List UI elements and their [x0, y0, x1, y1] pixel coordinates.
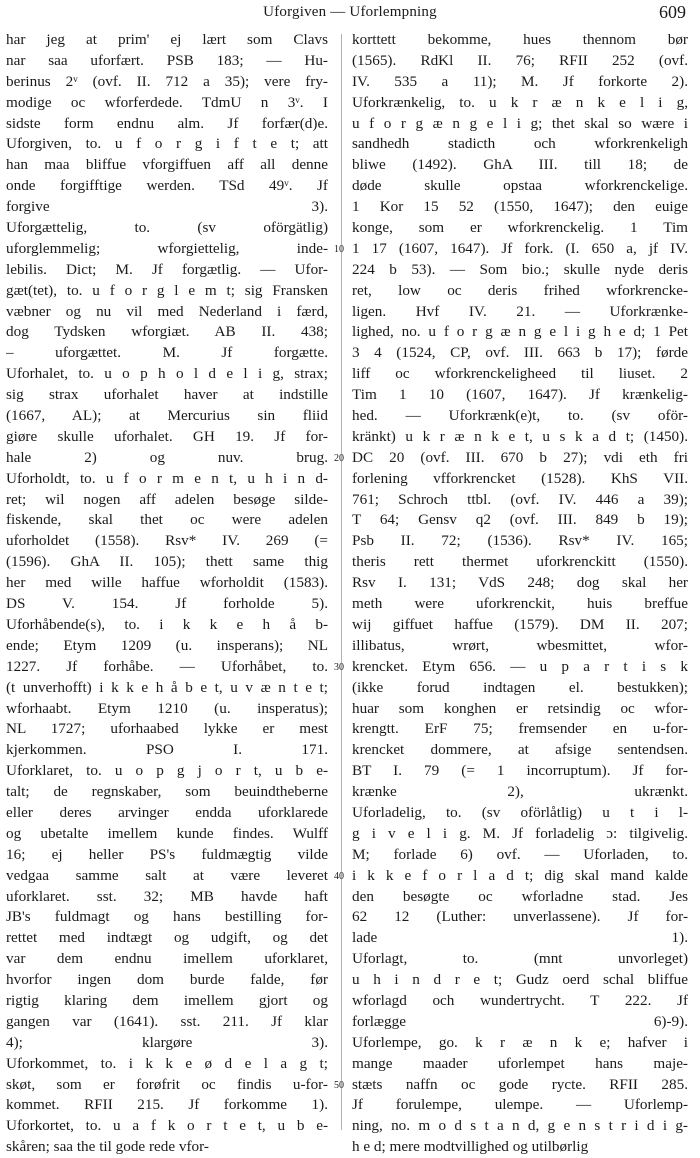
right-column-line: Uforkrænkelig, to. u k r æ n k e l i g,: [352, 93, 688, 111]
right-column-line: krænke 2), ukrænkt.: [352, 783, 688, 801]
left-column-line: – uforgættet. M. Jf forgætte.: [6, 344, 328, 362]
left-column-line: han maa bliffue vforgiffuen aff all denne: [6, 156, 328, 174]
left-column-line: vedgaa samme salt at være leveret: [6, 866, 328, 884]
left-column-line: (1667, AL); at Mercurius sin fliid: [6, 407, 328, 425]
left-column-line: og ubetalte imellem kunde findes. Wulff: [6, 824, 328, 842]
right-column-line: lighed, no. u f o r g æ n g e l i g h e d; 1 Pet: [352, 323, 688, 341]
right-column-line: 1 Kor 15 52 (1550, 1647); den euige: [352, 198, 688, 216]
margin-line-number: 40: [334, 871, 344, 882]
left-column-line: fiskende, skal thet oc were adelen: [6, 511, 328, 529]
right-column-line: wij giffuet haffue (1579). DM II. 207;: [352, 615, 688, 633]
right-column-line: T 64; Gensv q2 (ovf. III. 849 b 19);: [352, 511, 688, 529]
right-column-line: Uforlagt, to. (mnt unvorleget): [352, 950, 688, 968]
left-column-line: Uforkommet, to. i k k e ø d e l a g t;: [6, 1054, 328, 1072]
running-head: Uforgiven — Uforlempning: [263, 4, 437, 20]
left-column-line: Uforkortet, to. u a f k o r t e t, u b e-: [6, 1117, 328, 1135]
right-column-line: ligen. Hvf IV. 21. — Uforkrænke-: [352, 302, 688, 320]
right-column-line: Rsv I. 131; VdS 248; dog skal her: [352, 574, 688, 592]
right-column-line: (1565). RdKl II. 76; RFII 252 (ovf.: [352, 51, 688, 69]
left-column-line: Uforhåbende(s), to. i k k e h å b-: [6, 615, 328, 633]
left-column-line: forgive 3).: [6, 198, 328, 216]
right-column-line: den besøgte oc wforladne stad. Jes: [352, 887, 688, 905]
left-column-line: lebilis. Dict; M. Jf forgætlig. — Ufor-: [6, 260, 328, 278]
right-column-line: forlening vfforkrencket (1528). KhS VII.: [352, 469, 688, 487]
right-column-line: i k k e f o r l a d t; dig skal mand kalde: [352, 866, 688, 884]
right-column-line: konge, som er wforkrenckelig. 1 Tim: [352, 219, 688, 237]
right-column-line: 761; Schroch ttbl. (ovf. IV. 446 a 39);: [352, 490, 688, 508]
left-column-line: talt; de regnskaber, som beuindtheberne: [6, 783, 328, 801]
right-column-line: IV. 535 a 11); M. Jf forkorte 2).: [352, 72, 688, 90]
left-column-line: rigtig klaring dem imellem gjort og: [6, 991, 328, 1009]
right-column-line: Uforlempe, go. k r æ n k e; hafver i: [352, 1033, 688, 1051]
left-column-line: modige oc wforferdede. TdmU n 3ᵛ. I: [6, 93, 328, 111]
left-column-line: dog Tydsken wforgiæt. AB II. 438;: [6, 323, 328, 341]
margin-line-number: 50: [334, 1080, 344, 1091]
right-column-line: kränkt) u k r æ n k e t, u s k a d t; (1450).: [352, 427, 688, 445]
left-column-line: JB's fuldmagt og hans bestilling for-: [6, 908, 328, 926]
left-column-line: ret; wil nogen aff adelen besøge silde-: [6, 490, 328, 508]
right-column-line: lade 1).: [352, 929, 688, 947]
left-column-line: 4); klargøre 3).: [6, 1033, 328, 1051]
left-column-line: wforhaabt. Etym 1210 (u. insperatus);: [6, 699, 328, 717]
right-column-line: krencket dommere, at afsige sentendsen.: [352, 741, 688, 759]
left-column-line: DS V. 154. Jf forholde 5).: [6, 595, 328, 613]
right-column-line: ret, low oc deris frihed wforkrencke-: [352, 281, 688, 299]
right-column-line: meth were uforkrenckit, huis breffue: [352, 595, 688, 613]
left-column-line: væbner og nu vil med Nederland i færd,: [6, 302, 328, 320]
right-column-line: DC 20 (ovf. III. 670 b 27); vdi eth fri: [352, 448, 688, 466]
right-column-line: krencket. Etym 656. — u p a r t i s k: [352, 657, 688, 675]
right-column-line: wforlagd och wundertrycht. T 222. Jf: [352, 991, 688, 1009]
left-column-line: giøre skulle uforhalet. GH 19. Jf for-: [6, 427, 328, 445]
right-column-line: M; forlade 6) ovf. — Uforladen, to.: [352, 845, 688, 863]
left-column-line: uforklaret. sst. 32; MB havde haft: [6, 887, 328, 905]
right-column-line: liff oc wforkrenckeligheed til liuset. 2: [352, 365, 688, 383]
left-column-line: skøt, som er forøfrit oc findis u-for-: [6, 1075, 328, 1093]
right-column-line: 224 b 53). — Som bio.; skulle nyde deris: [352, 260, 688, 278]
left-column-line: skåren; saa the til gode rede vfor-: [6, 1138, 209, 1156]
right-column-line: 3 4 (1524, CP, ovf. III. 663 b 17); førde: [352, 344, 688, 362]
right-column-line: Jf forulempe, ulempe. — Uforlemp-: [352, 1096, 688, 1114]
left-column-line: (1596). GhA II. 105); thett same thig: [6, 553, 328, 571]
left-column-line: onde forgifftige werden. TSd 49ᵛ. Jf: [6, 177, 328, 195]
left-column-line: kjerkommen. PSO I. 171.: [6, 741, 328, 759]
left-column-line: hvorfor ingen dom burde falde, før: [6, 971, 328, 989]
left-column-line: nar saa uforfært. PSB 183; — Hu-: [6, 51, 328, 69]
right-column-line: u h i n d r e t; Gudz oerd schal bliffue: [352, 971, 688, 989]
right-column-line: h e d; mere modtvillighed og utilbørlig: [352, 1138, 589, 1156]
margin-line-number: 30: [334, 662, 344, 673]
left-column: [6, 30, 328, 1158]
left-column-line: Uforhalet, to. u o p h o l d e l i g, strax;: [6, 365, 328, 383]
right-column-line: hed. — Uforkrænk(e)t, to. (sv oför-: [352, 407, 688, 425]
left-column-line: (t unverhofft) i k k e h å b e t, u v æ n t e t;: [6, 678, 328, 696]
left-column-line: berinus 2ᵛ (ovf. II. 712 a 35); vere fry-: [6, 72, 328, 90]
right-column-line: Tim 1 10 (1607, 1647). Jf krænkelig-: [352, 386, 688, 404]
page-number: 609: [659, 2, 686, 22]
line-number-margin: [328, 30, 350, 1130]
margin-line-number: 20: [334, 453, 344, 464]
right-column-line: Psb II. 72; (1536). Rsv* IV. 165;: [352, 532, 688, 550]
left-column-line: uforholdet (1558). Rsv* IV. 269 (=: [6, 532, 328, 550]
left-column-line: NL 1727; uforhaabed lykke er mest: [6, 720, 328, 738]
left-column-line: hale 2) og nuv. brug.: [6, 448, 328, 466]
right-column-line: korttett bekomme, hues thennom bør: [352, 31, 688, 48]
page-header: [0, 4, 700, 28]
left-column-line: var dem endnu imellem uforklaret,: [6, 950, 328, 968]
left-column-line: uforglemmelig; wforgiettelig, inde-: [6, 239, 328, 257]
left-column-line: sig strax uforhalet haver at indstille: [6, 386, 328, 404]
left-column-line: har jeg at prim' ej lært som Clavs: [6, 31, 328, 48]
left-column-line: rettet med indtægt og udgift, og det: [6, 929, 328, 947]
right-column-line: bliwe (1492). GhA III. till 18; de: [352, 156, 688, 174]
left-column-line: 1227. Jf forhåbe. — Uforhåbet, to.: [6, 657, 328, 675]
right-column-line: (ikke forud indtagen el. bestukken);: [352, 678, 688, 696]
right-column-line: forlægge 6)-9).: [352, 1012, 688, 1030]
right-column-line: huar som konghen er retsindig oc wfor-: [352, 699, 688, 717]
right-column-line: sandhedh stadicth och wforkrenkeligh: [352, 135, 688, 153]
right-column-line: Uforladelig, to. (sv oförlåtlig) u t i l-: [352, 803, 688, 821]
right-column-line: 1 17 (1607, 1647). Jf fork. (I. 650 a, jf IV.: [352, 239, 688, 257]
right-column-line: illibatus, wrørt, wbesmittet, wfor-: [352, 636, 688, 654]
right-column-line: u f o r g æ n g e l i g; thet skal so wære i: [352, 114, 688, 132]
right-column-line: døde skulle opstaa wforkrenckelige.: [352, 177, 688, 195]
left-column-line: Uforholdt, to. u f o r m e n t, u h i n d-: [6, 469, 328, 487]
left-column-line: sidste form endnu alm. Jf forfær(d)e.: [6, 114, 328, 132]
right-column-line: mange maader uforlempet hans maje-: [352, 1054, 688, 1072]
right-column-line: BT I. 79 (= 1 incorruptum). Jf for-: [352, 762, 688, 780]
left-column-line: ende; Etym 1209 (u. insperans); NL: [6, 636, 328, 654]
left-column-line: gæt(tet), to. u f o r g l e m t; sig Fransken: [6, 281, 328, 299]
right-column-line: g i v e l i g. M. Jf forladelig ɔ: tilgivelig.: [352, 824, 688, 842]
left-column-line: Uforklaret, to. u o p g j o r t, u b e-: [6, 762, 328, 780]
right-column-line: ning, no. m o d s t a n d, g e n s t r i d i g-: [352, 1117, 688, 1135]
left-column-line: gangen var (1641). sst. 211. Jf klar: [6, 1012, 328, 1030]
margin-line-number: 10: [334, 244, 344, 255]
left-column-line: her med wille haffue wforholdit (1583).: [6, 574, 328, 592]
right-column-line: stæts naffn oc gode rycte. RFII 285.: [352, 1075, 688, 1093]
right-column-line: theris rett thermet uforkrenckitt (1550).: [352, 553, 688, 571]
right-column-line: 62 12 (Luther: unverlassene). Jf for-: [352, 908, 688, 926]
left-column-line: Uforgættelig, to. (sv oförgätlig): [6, 219, 328, 237]
left-column-line: eller deres arvinger endda uforklarede: [6, 803, 328, 821]
left-column-line: Uforgiven, to. u f o r g i f t e t; att: [6, 135, 328, 153]
left-column-line: kommet. RFII 215. Jf forkomme 1).: [6, 1096, 328, 1114]
right-column-line: krengtt. ErF 75; fremsender en u-for-: [352, 720, 688, 738]
left-column-line: 16; ej heller PS's fuldmægtig vilde: [6, 845, 328, 863]
right-column: [352, 30, 688, 1158]
